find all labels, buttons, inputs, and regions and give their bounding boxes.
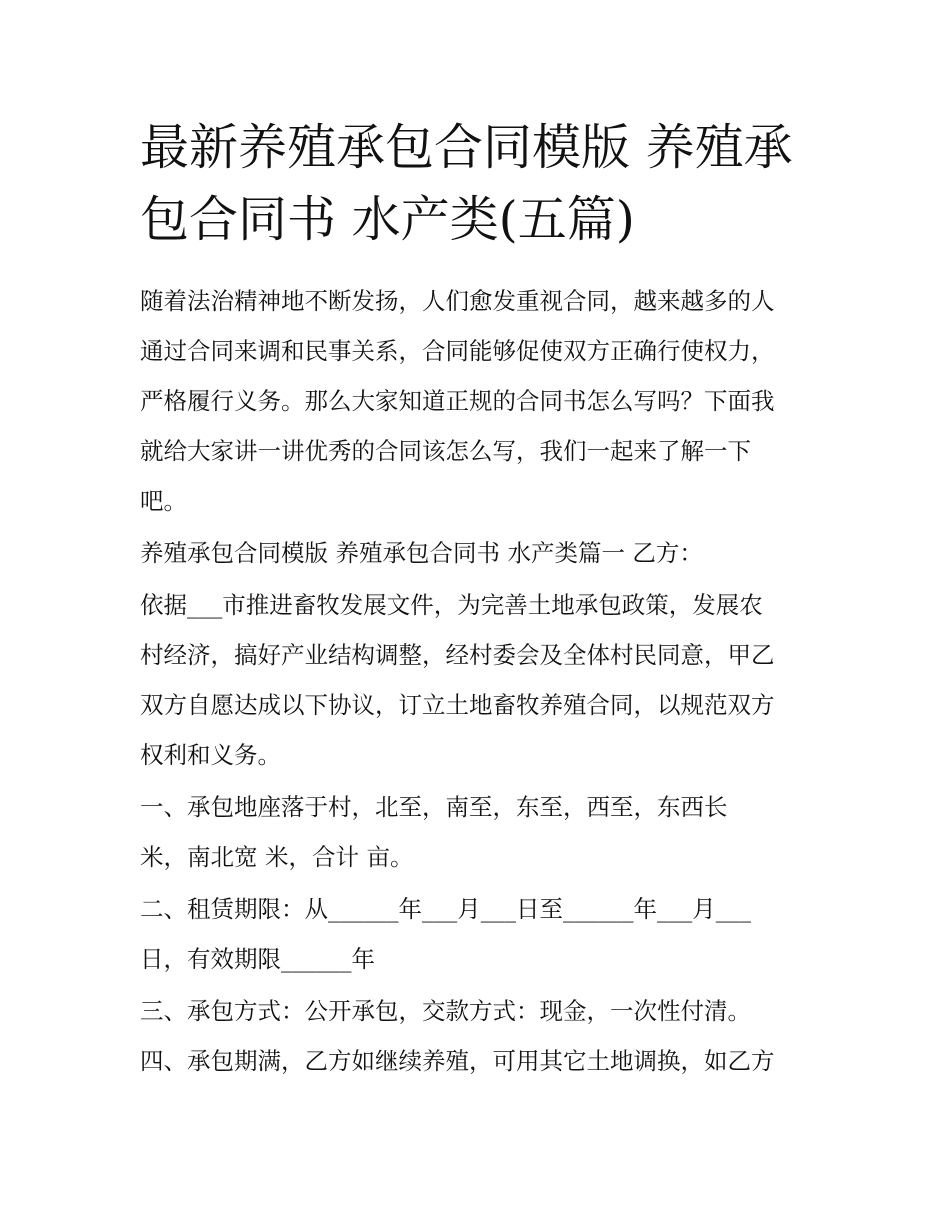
body-line-9: 双方自愿达成以下协议，订立土地畜牧养殖合同，以规范双方 [140, 691, 775, 719]
body-line-5: 吧。 [140, 487, 187, 515]
section-heading-1: 养殖承包合同模版 养殖承包合同书 水产类篇一 乙方： [140, 539, 703, 567]
body-line-3: 严格履行义务。那么大家知道正规的合同书怎么写吗？下面我 [140, 387, 775, 415]
clause-1-line-1: 一、承包地座落于村，北至，南至，东至，西至，东西长 [140, 793, 728, 821]
body-line-7: 依据___市推进畜牧发展文件，为完善土地承包政策，发展农 [140, 591, 763, 619]
clause-4-line-1: 四、承包期满，乙方如继续养殖，可用其它土地调换，如乙方 [140, 1047, 775, 1075]
title-line-2: 包合同书 水产类(五篇) [140, 191, 635, 248]
body-line-10: 权利和义务。 [140, 741, 281, 769]
body-line-1: 随着法治精神地不断发扬，人们愈发重视合同，越来越多的人 [140, 287, 775, 315]
clause-1-line-2: 米，南北宽 米，合计 亩。 [140, 843, 414, 871]
document-title [140, 112, 820, 256]
body-line-4: 就给大家讲一讲优秀的合同该怎么写，我们一起来了解一下 [140, 437, 751, 465]
title-line-1: 最新养殖承包合同模版 养殖承 [140, 119, 793, 176]
clause-3-line-1: 三、承包方式：公开承包，交款方式：现金，一次性付清。 [140, 997, 751, 1025]
body-line-8: 村经济，搞好产业结构调整，经村委会及全体村民同意，甲乙 [140, 641, 775, 669]
clause-2-line-1: 二、租赁期限：从______年___月___日至______年___月___ [140, 895, 751, 923]
body-line-2: 通过合同来调和民事关系，合同能够促使双方正确行使权力， [140, 337, 775, 365]
clause-2-line-2: 日，有效期限______年 [140, 945, 375, 973]
